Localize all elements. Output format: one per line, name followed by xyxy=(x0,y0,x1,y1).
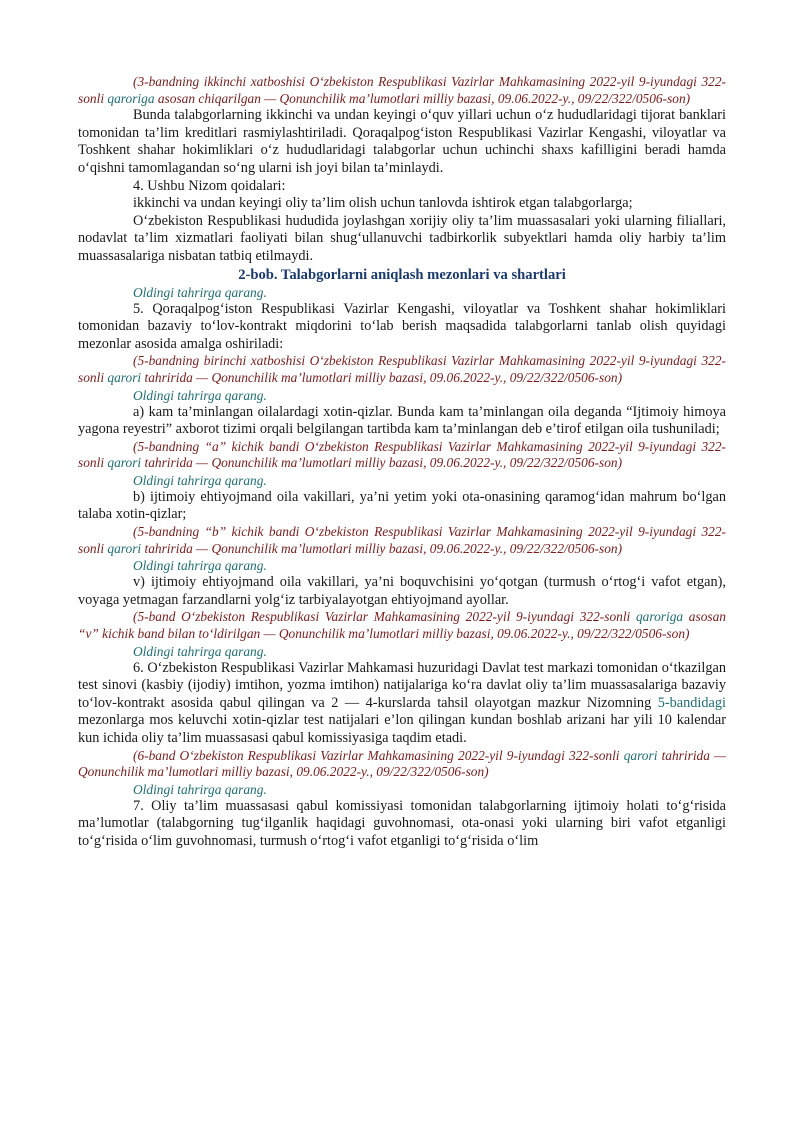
paragraph: a) kam ta’minlangan oilalardagi xotin-qizlar. Bunda kam ta’minlangan oila deganda “Ijtimoiy himoya yagona reyestri” axborot tizimi orqali belgilangan tartibda kam ta’minlangan deb e’tirof etilgan oila tushuniladi; xyxy=(78,403,726,438)
amendment-note xyxy=(78,439,726,472)
note-text: tahririda — Qonunchilik ma’lumotlari milliy bazasi, 09.06.2022-y., 09/22/322/0506-son) xyxy=(141,369,623,385)
note-text: tahririda — Qonunchilik ma’lumotlari milliy bazasi, 09.06.2022-y., 09/22/322/0506-son) xyxy=(141,540,623,556)
amendment-note xyxy=(78,524,726,557)
document-page xyxy=(78,74,726,851)
note-text: tahririda — Qonunchilik ma’lumotlari milliy bazasi, 09.06.2022-y., 09/22/322/0506-son) xyxy=(78,747,726,780)
paragraph: 7. Oliy ta’lim muassasasi qabul komissiyasi tomonidan talabgorlarning ijtimoiy holati to‘g‘risida ma’lumotlar (talabgorning tug‘ilganlik haqidagi guvohnomasi, ota-onasi yoki ularning biri vafot etganligi to‘g‘risida o‘lim guvohnomasi, turmush o‘rtog‘i vafot etganligi to‘g‘risida o‘lim xyxy=(78,797,726,849)
resolution-link[interactable]: qarori xyxy=(107,369,142,385)
note-text: (3-bandning ikkinchi xatboshisi O‘zbekiston Respublikasi Vazirlar Mahkamasining 2022-yil 9-iyundagi 322-sonli xyxy=(78,74,726,106)
paragraph: O‘zbekiston Respublikasi hududida joylashgan xorijiy oliy ta’lim muassasalari yoki ularning filiallari, nodavlat ta’lim xizmatlari faoliyati bilan shug‘ullanuvchi tadbirkorlik subyektlari hamda oliy harbiy ta’lim muassasalariga nisbatan tatbiq etilmaydi. xyxy=(78,212,726,264)
note-text: (5-bandning “a” kichik bandi O‘zbekiston Respublikasi Vazirlar Mahkamasining 2022-yil 9-iyundagi 322-sonli xyxy=(78,438,726,471)
paragraph: 5. Qoraqalpog‘iston Respublikasi Vazirlar Kengashi, viloyatlar va Toshkent shahar hokimliklari tomonidan bazaviy to‘lov-kontrakt miqdorini to‘lab berish maqsadida talabgorlarni tanlab olish quyidagi mezonlar asosida amalga oshiriladi: xyxy=(78,300,726,352)
note-text: (6-band O‘zbekiston Respublikasi Vazirlar Mahkamasining 2022-yil 9-iyundagi 322-sonli xyxy=(133,747,624,763)
resolution-link[interactable]: qarori xyxy=(107,455,142,471)
clause-link[interactable]: 5-bandidagi xyxy=(657,694,726,711)
note-text: (5-bandning birinchi xatboshisi O‘zbekiston Respublikasi Vazirlar Mahkamasining 2022-yil 9-iyundagi 322-sonli xyxy=(78,353,726,385)
chapter-heading: 2-bob. Talabgorlarni aniqlash mezonlari va shartlari xyxy=(238,266,566,283)
resolution-link[interactable]: qarori xyxy=(107,540,142,556)
paragraph-text: 6. O‘zbekiston Respublikasi Vazirlar Mahkamasi huzuridagi Davlat test markazi tomonidan o‘tkazilgan test sinovi (kasbiy (ijodiy) imtihon, yozma imtihon) natijalariga ko‘ra davlat oliy ta’lim muassasalariga bazaviy to‘lov-kontrakt asosida qabul qilingan va 2 — 4-kurslarda tahsil olayotgan mazkur Nizomning xyxy=(78,659,726,711)
note-text: asosan chiqarilgan — Qonunchilik ma’lumotlari milliy bazasi, 09.06.2022-y., 09/22/322/0506-son) xyxy=(154,90,691,106)
previous-edition-link[interactable]: Oldingi tahrirga qarang. xyxy=(133,472,267,488)
note-text: tahririda — Qonunchilik ma’lumotlari milliy bazasi, 09.06.2022-y., 09/22/322/0506-son) xyxy=(141,455,623,471)
resolution-link[interactable]: qaroriga xyxy=(635,609,684,625)
previous-edition-link[interactable]: Oldingi tahrirga qarang. xyxy=(133,643,267,659)
resolution-link[interactable]: qarori xyxy=(623,747,658,763)
amendment-note xyxy=(78,74,726,107)
paragraph: Bunda talabgorlarning ikkinchi va undan keyingi o‘quv yillari uchun o‘z hududlaridagi tijorat banklari tomonidan ta’lim kreditlari rasmiylashtiriladi. Qoraqalpog‘iston Respublikasi Vazirlar Kengashi, viloyatlar va Toshkent shahar hokimliklari o‘z hududlaridagi talabgorlar uchun uchinchi shaxs kafilligini beradi hamda o‘qishni tamomlagandan so‘ng ularni ish joyi bilan ta’minlaydi. xyxy=(78,107,726,176)
previous-edition-link[interactable]: Oldingi tahrirga qarang. xyxy=(133,284,267,300)
paragraph: v) ijtimoiy ehtiyojmand oila vakillari, ya’ni boquvchisini yo‘qotgan (turmush o‘rtog‘i vafot etgan), voyaga yetmagan farzandlarni yolg‘iz tarbiyalayotgan ehtiyojmand ayollar. xyxy=(78,574,726,608)
amendment-note xyxy=(78,609,726,642)
amendment-note xyxy=(78,353,726,386)
resolution-link[interactable]: qaroriga xyxy=(107,90,155,106)
paragraph-text: mezonlarga mos keluvchi xotin-qizlar test natijalari e’lon qilingan kundan boshlab arizani har yili 10 kalendar kun ichida oliy ta’lim muassasasi qabul komissiyasiga taqdim etadi. xyxy=(78,712,726,746)
paragraph: 4. Ushbu Nizom qoidalari: xyxy=(133,177,286,194)
previous-edition-link[interactable]: Oldingi tahrirga qarang. xyxy=(133,781,267,797)
note-text: asosan “v” kichik band bilan to‘ldirilgan — Qonunchilik ma’lumotlari milliy bazasi, 09.06.2022-y., 09/22/322/0506-son) xyxy=(78,609,726,642)
previous-edition-link[interactable]: Oldingi tahrirga qarang. xyxy=(133,387,267,403)
paragraph xyxy=(78,660,726,748)
note-text: (5-band O‘zbekiston Respublikasi Vazirlar Mahkamasining 2022-yil 9-iyundagi 322-sonli xyxy=(133,609,636,625)
previous-edition-link[interactable]: Oldingi tahrirga qarang. xyxy=(133,558,267,574)
note-text: (5-bandning “b” kichik bandi O‘zbekiston Respublikasi Vazirlar Mahkamasining 2022-yil 9-iyundagi 322-sonli xyxy=(78,524,726,556)
amendment-note xyxy=(78,748,726,781)
paragraph: b) ijtimoiy ehtiyojmand oila vakillari, ya’ni yetim yoki ota-onasining qaramog‘idan mahrum bo‘lgan talaba xotin-qizlar; xyxy=(78,488,726,523)
paragraph: ikkinchi va undan keyingi oliy ta’lim olish uchun tanlovda ishtirok etgan talabgorlarga; xyxy=(133,195,633,212)
